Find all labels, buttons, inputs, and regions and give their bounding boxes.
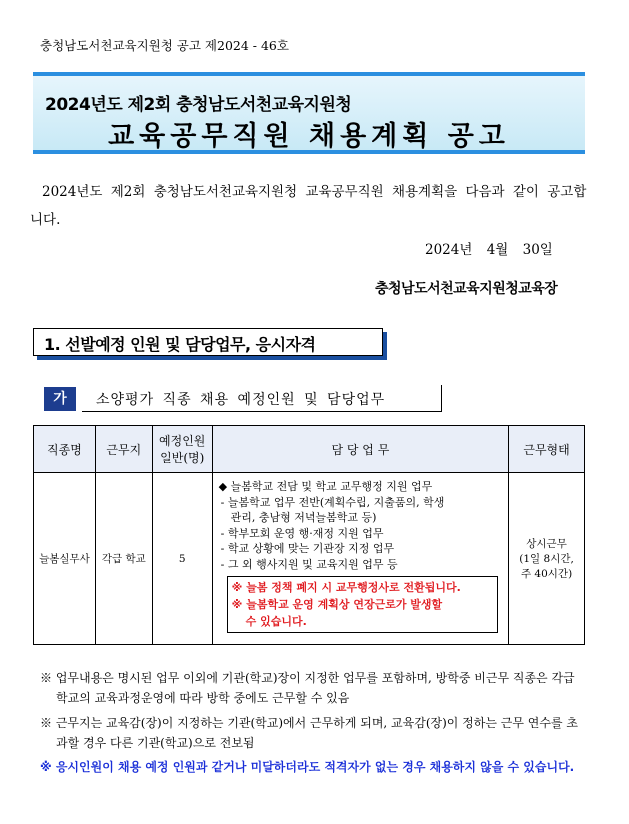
note-item: ※ 업무내용은 명시된 업무 이외에 기관(학교)장이 지정한 업무를 포함하며, 방학중 비근무 직종은 각급 학교의 교육과정운영에 따라 방학 중에도 근무할 수 있음: [40, 671, 575, 705]
duty-item: 관리, 충남형 저녁늘봄학교 등): [230, 511, 377, 524]
warning-line: ※ 늘봄학교 운영 계획상 연장근로가 발생할: [231, 598, 443, 611]
notice-number: 충청남도서천교육지원청 공고 제2024 - 46호: [40, 38, 289, 53]
subsection-badge: 가: [44, 387, 76, 411]
cell-count: 5: [152, 473, 212, 645]
cell-type: [509, 473, 585, 645]
header-count: 예정인원 일반(명): [152, 426, 212, 473]
intro-text: 2024년도 제2회 충청남도서천교육지원청 교육공무직원 채용계획을 다음과 같이 공고합니다.: [30, 184, 587, 228]
page-title: 교육공무직원 채용계획 공고: [108, 121, 510, 152]
signer: 충청남도서천교육지원청교육장: [375, 281, 558, 297]
notice-date: 2024년 4월 30일: [425, 242, 553, 258]
work-type-line: 상시근무: [526, 538, 567, 550]
header-job: 직종명: [34, 426, 96, 473]
note-item: ※ 근무지는 교육감(장)이 지정하는 기관(학교)에서 근무하게 되며, 교육감(장)이 정하는 근무 연수를 초과할 경우 다른 기관(학교)으로 전보됨: [40, 716, 578, 750]
duty-item: - 그 외 행사지원 및 교육지원 업무 등: [220, 557, 398, 571]
title-banner: [33, 72, 585, 154]
cell-place: 각급 학교: [95, 473, 152, 645]
cell-duty: [212, 473, 508, 645]
duty-item: - 학부모회 운영 행·재정 지원 업무: [220, 526, 384, 540]
duty-item: - 늘봄학교 업무 전반(계획수립, 지출품의, 학생: [220, 495, 445, 509]
warning-line: ※ 늘봄 정책 폐지 시 교무행정사로 전환됩니다.: [231, 581, 461, 594]
header-type: 근무형태: [509, 426, 585, 473]
recruitment-table: [33, 425, 585, 645]
table-row: [34, 473, 585, 645]
cell-job: 늘봄실무사: [34, 473, 96, 645]
title-subheading: 2024년도 제2회 충청남도서천교육지원청: [45, 95, 352, 115]
work-type-line: (1일 8시간,: [519, 553, 574, 565]
work-type-line: 주 40시간): [520, 568, 573, 580]
header-place: 근무지: [95, 426, 152, 473]
header-duty: 담 당 업 무: [212, 426, 508, 473]
warning-line: 수 있습니다.: [245, 615, 307, 628]
note-item-emphasis: ※ 응시인원이 채용 예정 인원과 같거나 미달하더라도 적격자가 없는 경우 채용하지 않을 수 있습니다.: [40, 760, 575, 774]
duty-item: - 학교 상황에 맞는 기관장 지정 업무: [220, 542, 395, 555]
subsection-heading: [82, 385, 442, 412]
section-heading-label: 1. 선발예정 인원 및 담당업무, 응시자격: [44, 335, 316, 354]
table-header-row: [34, 426, 585, 473]
section-heading: [33, 328, 383, 356]
duty-heading: ◆ 늘봄학교 전담 및 학교 교무행정 지원 업무: [218, 480, 433, 493]
warning-box: [227, 576, 498, 633]
subsection-title: 소양평가 직종 채용 예정인원 및 담당업무: [96, 392, 386, 408]
